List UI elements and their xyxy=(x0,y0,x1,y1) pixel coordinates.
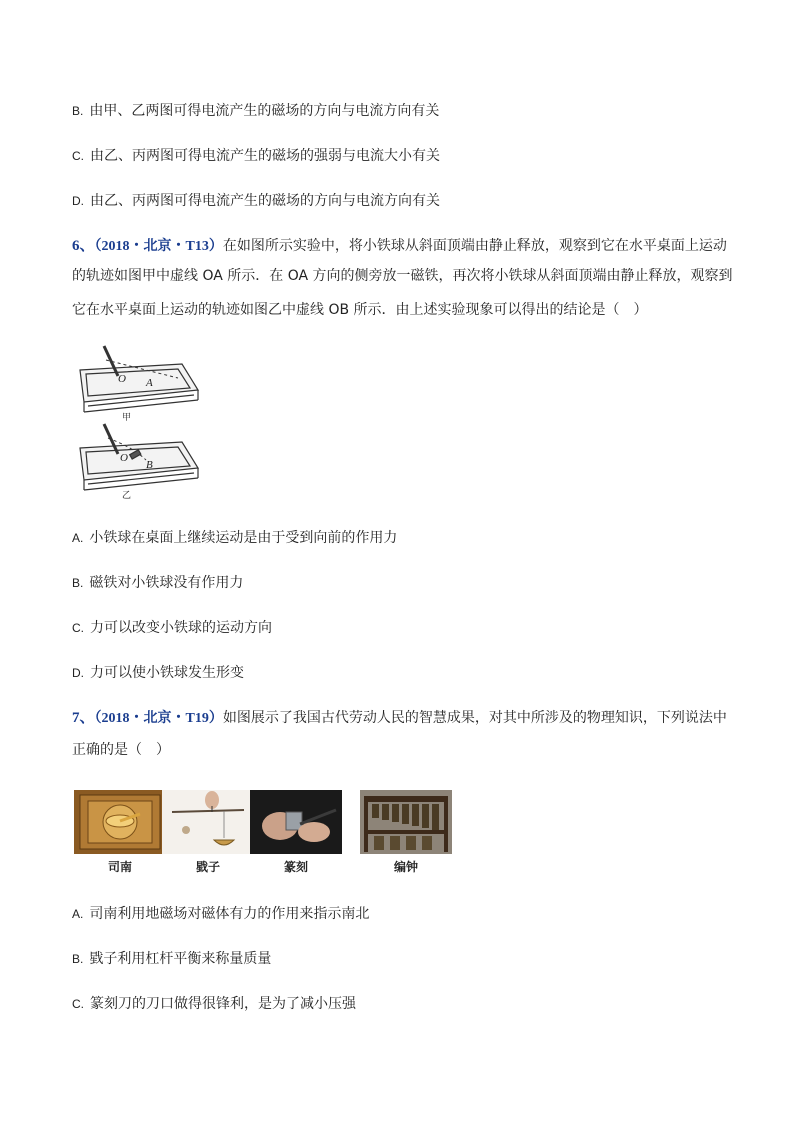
q6-option-c xyxy=(72,618,272,638)
table-yi xyxy=(80,424,198,490)
caption-dengzi: 戥子 xyxy=(195,860,220,874)
option-letter: A. xyxy=(72,907,84,921)
stem-text: 正确的是（ ） xyxy=(72,742,170,758)
q6-stem-line-1 xyxy=(72,236,727,257)
option-letter: B. xyxy=(72,952,84,966)
sinan-photo xyxy=(74,790,166,854)
q7-option-a xyxy=(72,904,369,924)
q7-option-c xyxy=(72,994,356,1014)
option-text: 小铁球在桌面上继续运动是由于受到向前的作用力 xyxy=(89,530,398,546)
option-text: 司南利用地磁场对磁体有力的作用来指示南北 xyxy=(89,906,370,922)
q7-photo-strip xyxy=(74,790,454,880)
label-o-jia: O xyxy=(118,373,126,385)
option-letter: C. xyxy=(72,149,84,163)
caption-zhuanke: 篆刻 xyxy=(283,860,308,874)
q5-option-c xyxy=(72,146,440,166)
zhuanke-photo xyxy=(250,790,342,854)
q6-stem-line-3 xyxy=(72,300,648,320)
option-letter: B. xyxy=(72,104,84,118)
stem-text: 的轨迹如图甲中虚线 OA 所示．在 OA 方向的侧旁放一磁铁，再次将小铁球从斜面顶端由静止释放，观察到 xyxy=(72,268,733,284)
stem-text: 它在水平桌面上运动的轨迹如图乙中虚线 OB 所示．由上述实验现象可以得出的结论是（ ） xyxy=(72,302,648,318)
stem-text: 如图展示了我国古代劳动人民的智慧成果，对其中所涉及的物理知识，下列说法中 xyxy=(222,710,727,726)
label-jia: 甲 xyxy=(122,413,132,423)
q7-stem-line-1 xyxy=(72,708,727,729)
option-letter: A. xyxy=(72,531,84,545)
option-letter: D. xyxy=(72,666,84,680)
option-letter: C. xyxy=(72,621,84,635)
q7-stem-line-2 xyxy=(72,740,170,760)
caption-bianzhong: 编钟 xyxy=(393,860,418,874)
option-text: 磁铁对小铁球没有作用力 xyxy=(89,575,244,591)
option-letter: C. xyxy=(72,997,84,1011)
question-number: 6、 xyxy=(72,238,95,254)
label-o-yi: O xyxy=(120,452,128,464)
q6-option-d xyxy=(72,663,244,683)
option-text: 由乙、丙两图可得电流产生的磁场的方向与电流方向有关 xyxy=(90,193,440,209)
option-text: 力可以使小铁球发生形变 xyxy=(90,665,244,681)
option-text: 篆刻刀的刀口做得很锋利，是为了减小压强 xyxy=(90,996,356,1012)
caption-sinan: 司南 xyxy=(107,860,132,874)
q7-option-b xyxy=(72,949,271,969)
dengzi-photo xyxy=(162,790,254,854)
option-letter: B. xyxy=(72,576,84,590)
q6-option-a xyxy=(72,528,397,548)
q6-experiment-figure xyxy=(74,340,204,500)
q5-option-b xyxy=(72,101,439,121)
label-b: B xyxy=(146,459,153,471)
option-letter: D. xyxy=(72,194,84,208)
question-source: （2018・北京・T19） xyxy=(94,711,223,726)
option-text: 由乙、丙两图可得电流产生的磁场的强弱与电流大小有关 xyxy=(90,148,440,164)
q6-option-b xyxy=(72,573,243,593)
label-yi: 乙 xyxy=(122,491,132,500)
question-number: 7、 xyxy=(72,710,95,726)
option-text: 由甲、乙两图可得电流产生的磁场的方向与电流方向有关 xyxy=(89,103,440,119)
question-source: （2018・北京・T13） xyxy=(94,239,223,254)
table-jia xyxy=(80,346,198,412)
bianzhong-photo xyxy=(360,790,452,854)
stem-text: 在如图所示实验中，将小铁球从斜面顶端由静止释放，观察到它在水平桌面上运动 xyxy=(222,238,727,254)
q6-stem-line-2 xyxy=(72,266,733,286)
label-a: A xyxy=(146,377,153,389)
option-text: 戥子利用杠杆平衡来称量质量 xyxy=(89,951,272,967)
option-text: 力可以改变小铁球的运动方向 xyxy=(90,620,272,636)
q5-option-d xyxy=(72,191,440,211)
